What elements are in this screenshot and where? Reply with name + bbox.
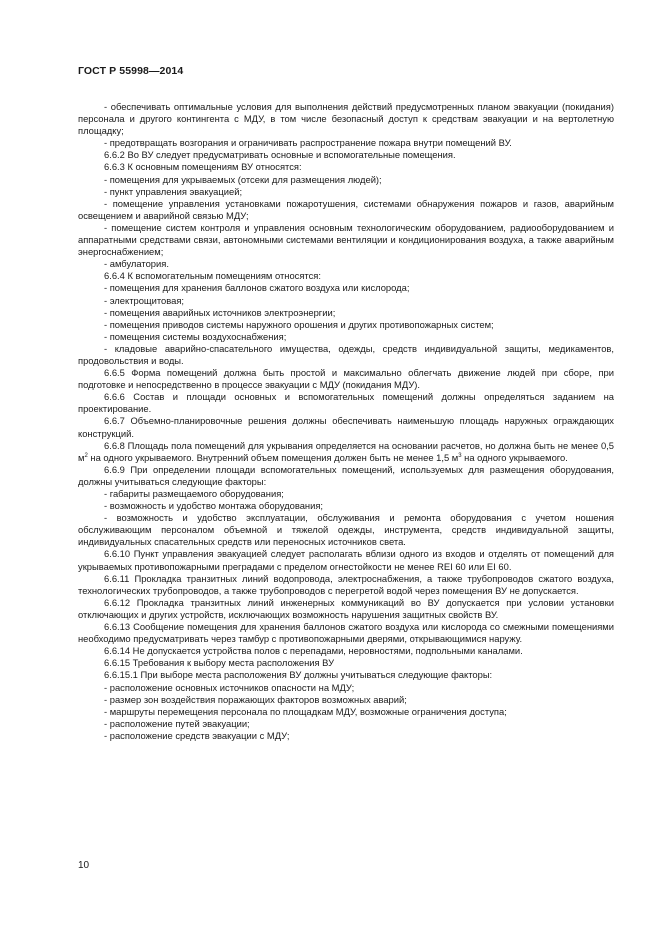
paragraph: - расположение средств эвакуации с МДУ; [104, 729, 290, 741]
paragraph: - помещения для укрываемых (отсеки для размещения людей); [104, 173, 382, 185]
paragraph: 6.6.15 Требования к выбору места расположения ВУ [104, 657, 335, 669]
superscript: 2 [84, 452, 88, 459]
paragraph: - маршруты перемещения персонала по площадкам МДУ, возможные ограничения доступа; [104, 705, 507, 717]
paragraph: - помещения приводов системы наружного орошения и других противопожарных систем; [104, 318, 494, 330]
paragraph: 6.6.5 Форма помещений должна быть простой и максимально облегчать движение людей при сборе, при подготовке и непосредственно в процессе эвакуации с МДУ (покидания МДУ). [78, 367, 614, 391]
paragraph: - размер зон воздействия поражающих факторов возможных аварий; [104, 693, 407, 705]
paragraph: 6.6.7 Объемно-планировочные решения должны обеспечивать наименьшую площадь наружных ограждающих конструкций. [78, 415, 614, 439]
paragraph: - обеспечивать оптимальные условия для выполнения действий предусмотренных планом эвакуации (покидания) персонала и другого контингента с МДУ, в том числе безопасный доступ к средствам эвакуации и на вертолетную площадку; [78, 101, 614, 137]
paragraph: - возможность и удобство эксплуатации, обслуживания и ремонта оборудования с учетом ношения обслуживающим персоналом объемной и тяжелой одежды, инструмента, средств индивидуальной защиты, индивидуальных спасательных средств или переносных источников света. [78, 512, 614, 548]
paragraph: 6.6.9 При определении площади вспомогательных помещений, используемых для размещения оборудования, должны учитываться следующие факторы: [78, 463, 614, 487]
paragraph: - возможность и удобство монтажа оборудования; [104, 500, 324, 512]
paragraph: 6.6.3 К основным помещениям ВУ относятся: [104, 161, 302, 173]
text-run: на одного укрываемого. Внутренний объем помещения должен быть не менее 1,5 м [87, 451, 459, 463]
paragraph: - помещение управления установками пожаротушения, системами обнаружения пожаров и газов, аварийным освещением и аварийной связью МДУ; [78, 197, 614, 221]
paragraph: - габариты размещаемого оборудования; [104, 488, 284, 499]
text-run: на одного укрываемого. [461, 451, 568, 463]
paragraph: - предотвращать возгорания и ограничивать распространение пожара внутри помещений ВУ. [104, 137, 512, 149]
paragraph: - помещения для хранения баллонов сжатого воздуха или кислорода; [104, 282, 410, 294]
paragraph-6-6-8 [78, 440, 614, 464]
paragraph: - пункт управления эвакуацией; [104, 185, 243, 197]
paragraph: 6.6.4 К вспомогательным помещениям относятся: [104, 270, 321, 282]
superscript: 3 [458, 452, 462, 459]
paragraph: - помещения системы воздухоснабжения; [104, 330, 287, 342]
paragraph: 6.6.15.1 При выборе места расположения ВУ должны учитываться следующие факторы: [104, 669, 493, 681]
paragraph: - кладовые аварийно-спасательного имущества, одежды, средств индивидуальной защиты, медикаментов, продовольствия и воды. [78, 342, 614, 366]
paragraph: - помещение систем контроля и управления основным технологическим оборудованием, радиооборудованием и аппаратными средствами связи, автономными системами вентиляции и кондиционирования воздуха, а также аварийным энергоснабжением; [78, 221, 614, 258]
document-header: ГОСТ Р 55998—2014 [78, 65, 184, 77]
paragraph: 6.6.10 Пункт управления эвакуацией следует располагать вблизи одного из входов и отделять от помещений для укрываемых противопожарными преградами с пределом огнестойкости не менее REI 60 или EI 60. [78, 548, 614, 572]
paragraph: 6.6.12 Прокладка транзитных линий инженерных коммуникаций во ВУ допускается при условии установки отключающих и других устройств, исключающих возможность нарушения защитных свойств ВУ. [78, 596, 614, 620]
document-body [78, 101, 614, 742]
paragraph: - электрощитовая; [104, 294, 185, 306]
paragraph: 6.6.6 Состав и площади основных и вспомогательных помещений должны определяться заданием на проектирование. [78, 391, 614, 415]
text-run: 6.6.8 Площадь пола помещений для укрывания определяется на основании расчетов, но должна быть не менее 0,5 м [78, 439, 614, 463]
paragraph: 6.6.13 Сообщение помещения для хранения баллонов сжатого воздуха или кислорода со смежными помещениями необходимо предусматривать через тамбур с противопожарными дверями, открывающимися наружу. [78, 621, 614, 645]
paragraph: - помещения аварийных источников электроэнергии; [104, 306, 336, 318]
paragraph: 6.6.2 Во ВУ следует предусматривать основные и вспомогательные помещения. [104, 149, 456, 161]
paragraph: 6.6.11 Прокладка транзитных линий водопровода, электроснабжения, а также трубопроводов сжатого воздуха, технологических трубопроводов, а также трубопроводов с перегретой водой через помещения ВУ не допускается. [78, 572, 614, 596]
paragraph: - амбулатория. [104, 258, 169, 270]
paragraph: - расположение основных источников опасности на МДУ; [104, 681, 355, 693]
paragraph: - расположение путей эвакуации; [104, 717, 250, 729]
page-number: 10 [78, 860, 90, 871]
paragraph: 6.6.14 Не допускается устройства полов с перепадами, неровностями, подпольными каналами. [104, 645, 523, 657]
